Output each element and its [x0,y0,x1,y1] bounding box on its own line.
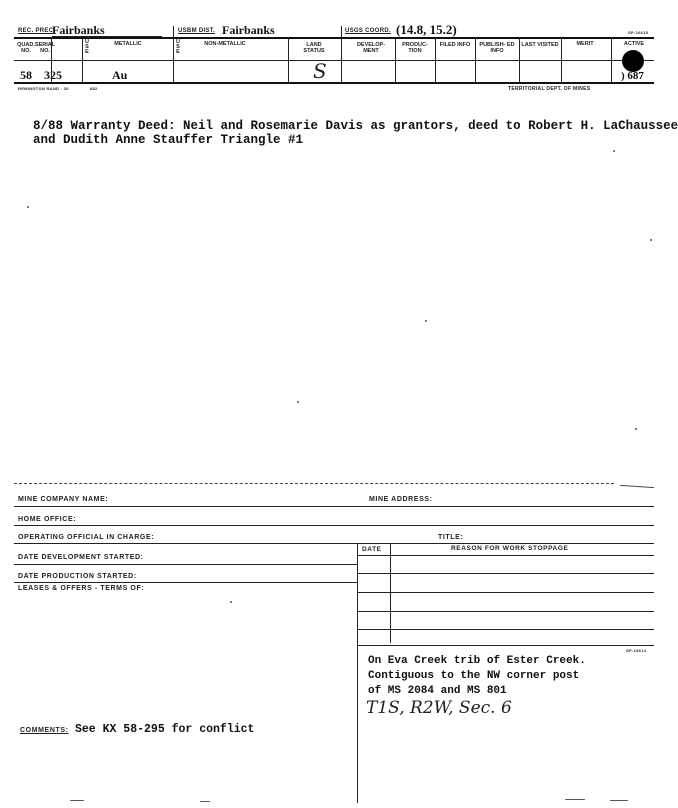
separator-tail [620,485,654,488]
col-last-visited: LAST VISITED [521,42,559,48]
col-divider-3 [288,38,289,82]
col-quad-no: QUAD. NO. [17,42,35,54]
scan-speck [230,601,232,603]
col-use-2: U S E [176,39,180,55]
record-land-status: S [313,59,327,83]
location-line-1: On Eva Creek trib of Ester Creek. [368,655,586,667]
rec-prec-underline [52,36,162,37]
col-divider-6 [475,38,476,82]
col-divider-8 [561,38,562,82]
title-label: TITLE: [438,534,464,541]
scan-speck [425,320,427,322]
stoppage-date-header: DATE [362,546,382,553]
footer-left-code: 882 [90,86,98,91]
record-quad: 58 [20,68,32,82]
form-number-bottom: SP-16614 [626,648,647,653]
col-land-status: LAND STATUS [303,42,325,54]
home-office-label: HOME OFFICE: [18,516,77,523]
scan-speck [635,428,637,430]
col-serial-no: SERIAL NO. [34,42,56,54]
footer-left: REMINGTON RAND - 20 [18,86,69,91]
scan-speck [610,800,628,801]
stoppage-row-2 [357,592,654,593]
rule-operating-official [14,543,654,544]
usbm-dist-label: USBM DIST. [178,28,216,34]
body-note-line-2: and Dudith Anne Stauffer Triangle #1 [33,133,304,147]
comments-value: See KX 58-295 for conflict [75,723,255,736]
col-active: ACTIVE [623,41,645,47]
scan-speck [565,799,585,800]
record-serial: 325 [44,68,62,82]
scan-speck [27,206,29,208]
divider-usgs [341,26,342,82]
stoppage-row-3 [357,611,654,612]
stoppage-header-rule [357,555,654,556]
leases-offers-label: LEASES & OFFERS - TERMS OF: [18,585,145,592]
scan-speck [650,239,652,241]
rec-prec-label: REC. PREC. [18,28,56,34]
location-line-3: of MS 2084 and MS 801 [368,685,507,697]
usbm-dist-value: Fairbanks [222,23,275,37]
mine-company-name-label: MINE COMPANY NAME: [18,496,109,503]
usgs-coord-label: USGS COORD. [345,28,391,34]
col-divider-4 [395,38,396,82]
stoppage-left-border [357,543,358,803]
col-divider-5 [435,38,436,82]
col-use-1: U S E [85,39,89,55]
date-production-label: DATE PRODUCTION STARTED: [18,573,137,580]
divider-usbm [173,26,174,82]
location-handwritten: T1S, R2W, Sec. 6 [366,698,512,718]
scan-speck [200,801,210,802]
col-non-metallic: NON-METALLIC [204,41,246,47]
col-metallic: METALLIC [114,41,142,47]
rec-prec-value: Fairbanks [52,23,105,37]
scan-speck [613,150,615,152]
record-metallic: Au [112,68,128,82]
scan-speck [297,401,299,403]
col-merit: MERIT [576,41,594,47]
operating-official-label: OPERATING OFFICIAL IN CHARGE: [18,534,155,541]
body-note-line-1: 8/88 Warranty Deed: Neil and Rosemarie Davis as grantors, deed to Robert H. LaChaussee [33,119,678,133]
date-development-label: DATE DEVELOPMENT STARTED: [18,554,144,561]
scan-speck [70,800,84,801]
col-published-info: PUBLISH- ED INFO [479,42,515,54]
record-active-note: ) 687 [621,70,644,82]
col-development: DEVELOP- MENT [356,42,386,54]
rule-date-development [14,564,357,565]
stoppage-date-divider [390,543,391,643]
active-dot [622,50,644,72]
rule-home-office [14,525,654,526]
form-number-top: SP-16615 [628,30,649,35]
col-production: PRODUC- TION [402,42,428,54]
col-filed-info: FILED INFO [439,42,471,48]
record-bottom-rule [14,82,654,84]
col-divider-2 [82,38,83,82]
column-header-bottom-rule [14,60,654,61]
footer-right: TERRITORIAL DEPT. OF MINES [508,86,591,92]
stoppage-row-4 [357,629,654,630]
rule-date-production [14,582,357,583]
header-bottom-rule [14,37,654,39]
mine-address-label: MINE ADDRESS: [369,496,433,503]
location-line-2: Contiguous to the NW corner post [368,670,580,682]
usgs-coord-value: (14.8, 15.2) [396,22,457,37]
stoppage-row-5 [357,645,654,646]
col-divider-7 [519,38,520,82]
stoppage-reason-header: REASON FOR WORK STOPPAGE [451,545,569,552]
comments-label: COMMENTS: [20,727,69,734]
stoppage-row-1 [357,573,654,574]
dashed-separator [14,483,614,484]
rule-mine-company [14,506,654,507]
col-divider-9 [611,38,612,82]
